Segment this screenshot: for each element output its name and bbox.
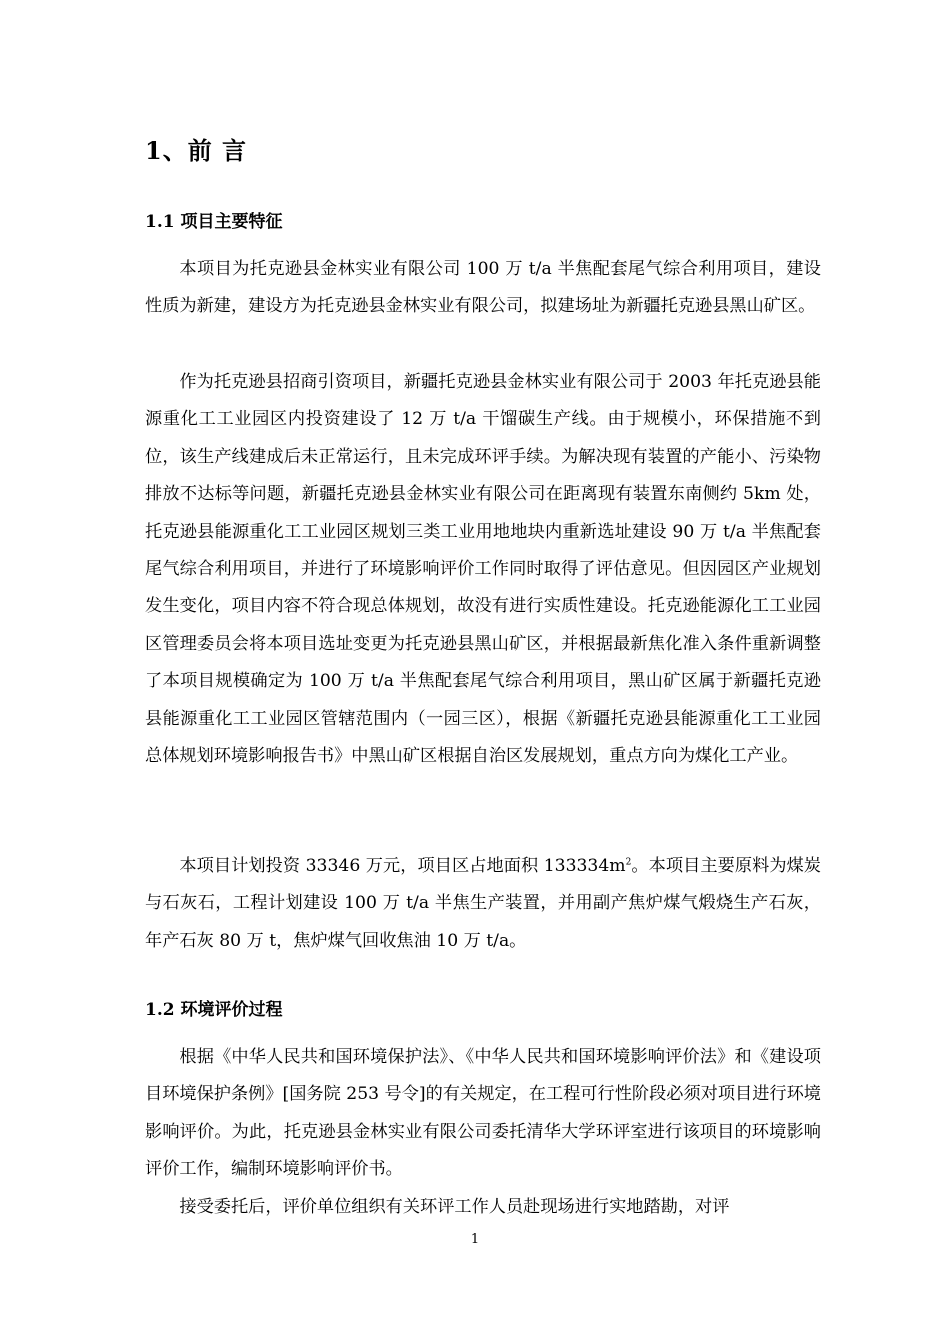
section-title-1-2: 1.2 环境评价过程 — [145, 1000, 283, 1020]
investment-text-start: 本项目计划投资 33346 万元，项目区占地面积 133334m — [179, 856, 626, 876]
paragraph-investment — [145, 848, 821, 960]
paragraph-project-overview: 本项目为托克逊县金林实业有限公司 100 万 t/a 半焦配套尾气综合利用项目，建设性质为新建，建设方为托克逊县金林实业有限公司，拟建场址为新疆托克逊县黑山矿区。 — [145, 259, 821, 317]
area-unit-superscript: 2 — [625, 857, 632, 868]
paragraph-project-background: 作为托克逊县招商引资项目，新疆托克逊县金林实业有限公司于 2003 年托克逊县能源重化工工业园区内投资建设了 12 万 t/a 干馏碳生产线。由于规模小，环保措施不到位，该生产线建成后未正常运行，且未完成环评手续。为解决现有装置的产能小、污染物排放不达标等问题，新疆托克逊县金林实业有限公司在距离现有装置东南侧约 5km 处，托克逊县能源重化工工业园区规划三类工业用地地块内重新选址建设 90 万 t/a 半焦配套尾气综合利用项目，并进行了环境影响评价工作同时取得了评估意见。但因园区产业规划发生变化，项目内容不符合现总体规划，故没有进行实质性建设。托克逊能源化工工业园区管理委员会将本项目选址变更为托克逊县黑山矿区，并根据最新焦化准入条件重新调整了本项目规模确定为 100 万 t/a 半焦配套尾气综合利用项目，黑山矿区属于新疆托克逊县能源重化工工业园区管辖范围内（一园三区），根据《新疆托克逊县能源重化工工业园总体规划环境影响报告书》中黑山矿区根据自治区发展规划，重点方向为煤化工产业。 — [145, 372, 821, 767]
paragraph-site-survey: 接受委托后，评价单位组织有关环评工作人员赴现场进行实地踏勘，对评 — [179, 1197, 730, 1217]
investment-text-end: 。本项目主要原料为煤炭与石灰石，工程计划建设 100 万 t/a 半焦生产装置，并用副产焦炉煤气煅烧生产石灰，年产石灰 80 万 t，焦炉煤气回收焦油 10 万 t/a。 — [145, 856, 821, 951]
chapter-heading: 1、前 言 — [145, 136, 248, 165]
paragraph-legal-basis: 根据《中华人民共和国环境保护法》、《中华人民共和国环境影响评价法》和《建设项目环境保护条例》[国务院 253 号令]的有关规定，在工程可行性阶段必须对项目进行环境影响评价。为此，托克逊县金林实业有限公司委托清华大学环评室进行该项目的环境影响评价工作，编制环境影响评价书。 — [145, 1047, 821, 1180]
section-title-1-1: 1.1 项目主要特征 — [145, 212, 283, 232]
page-number: 1 — [470, 1232, 480, 1247]
